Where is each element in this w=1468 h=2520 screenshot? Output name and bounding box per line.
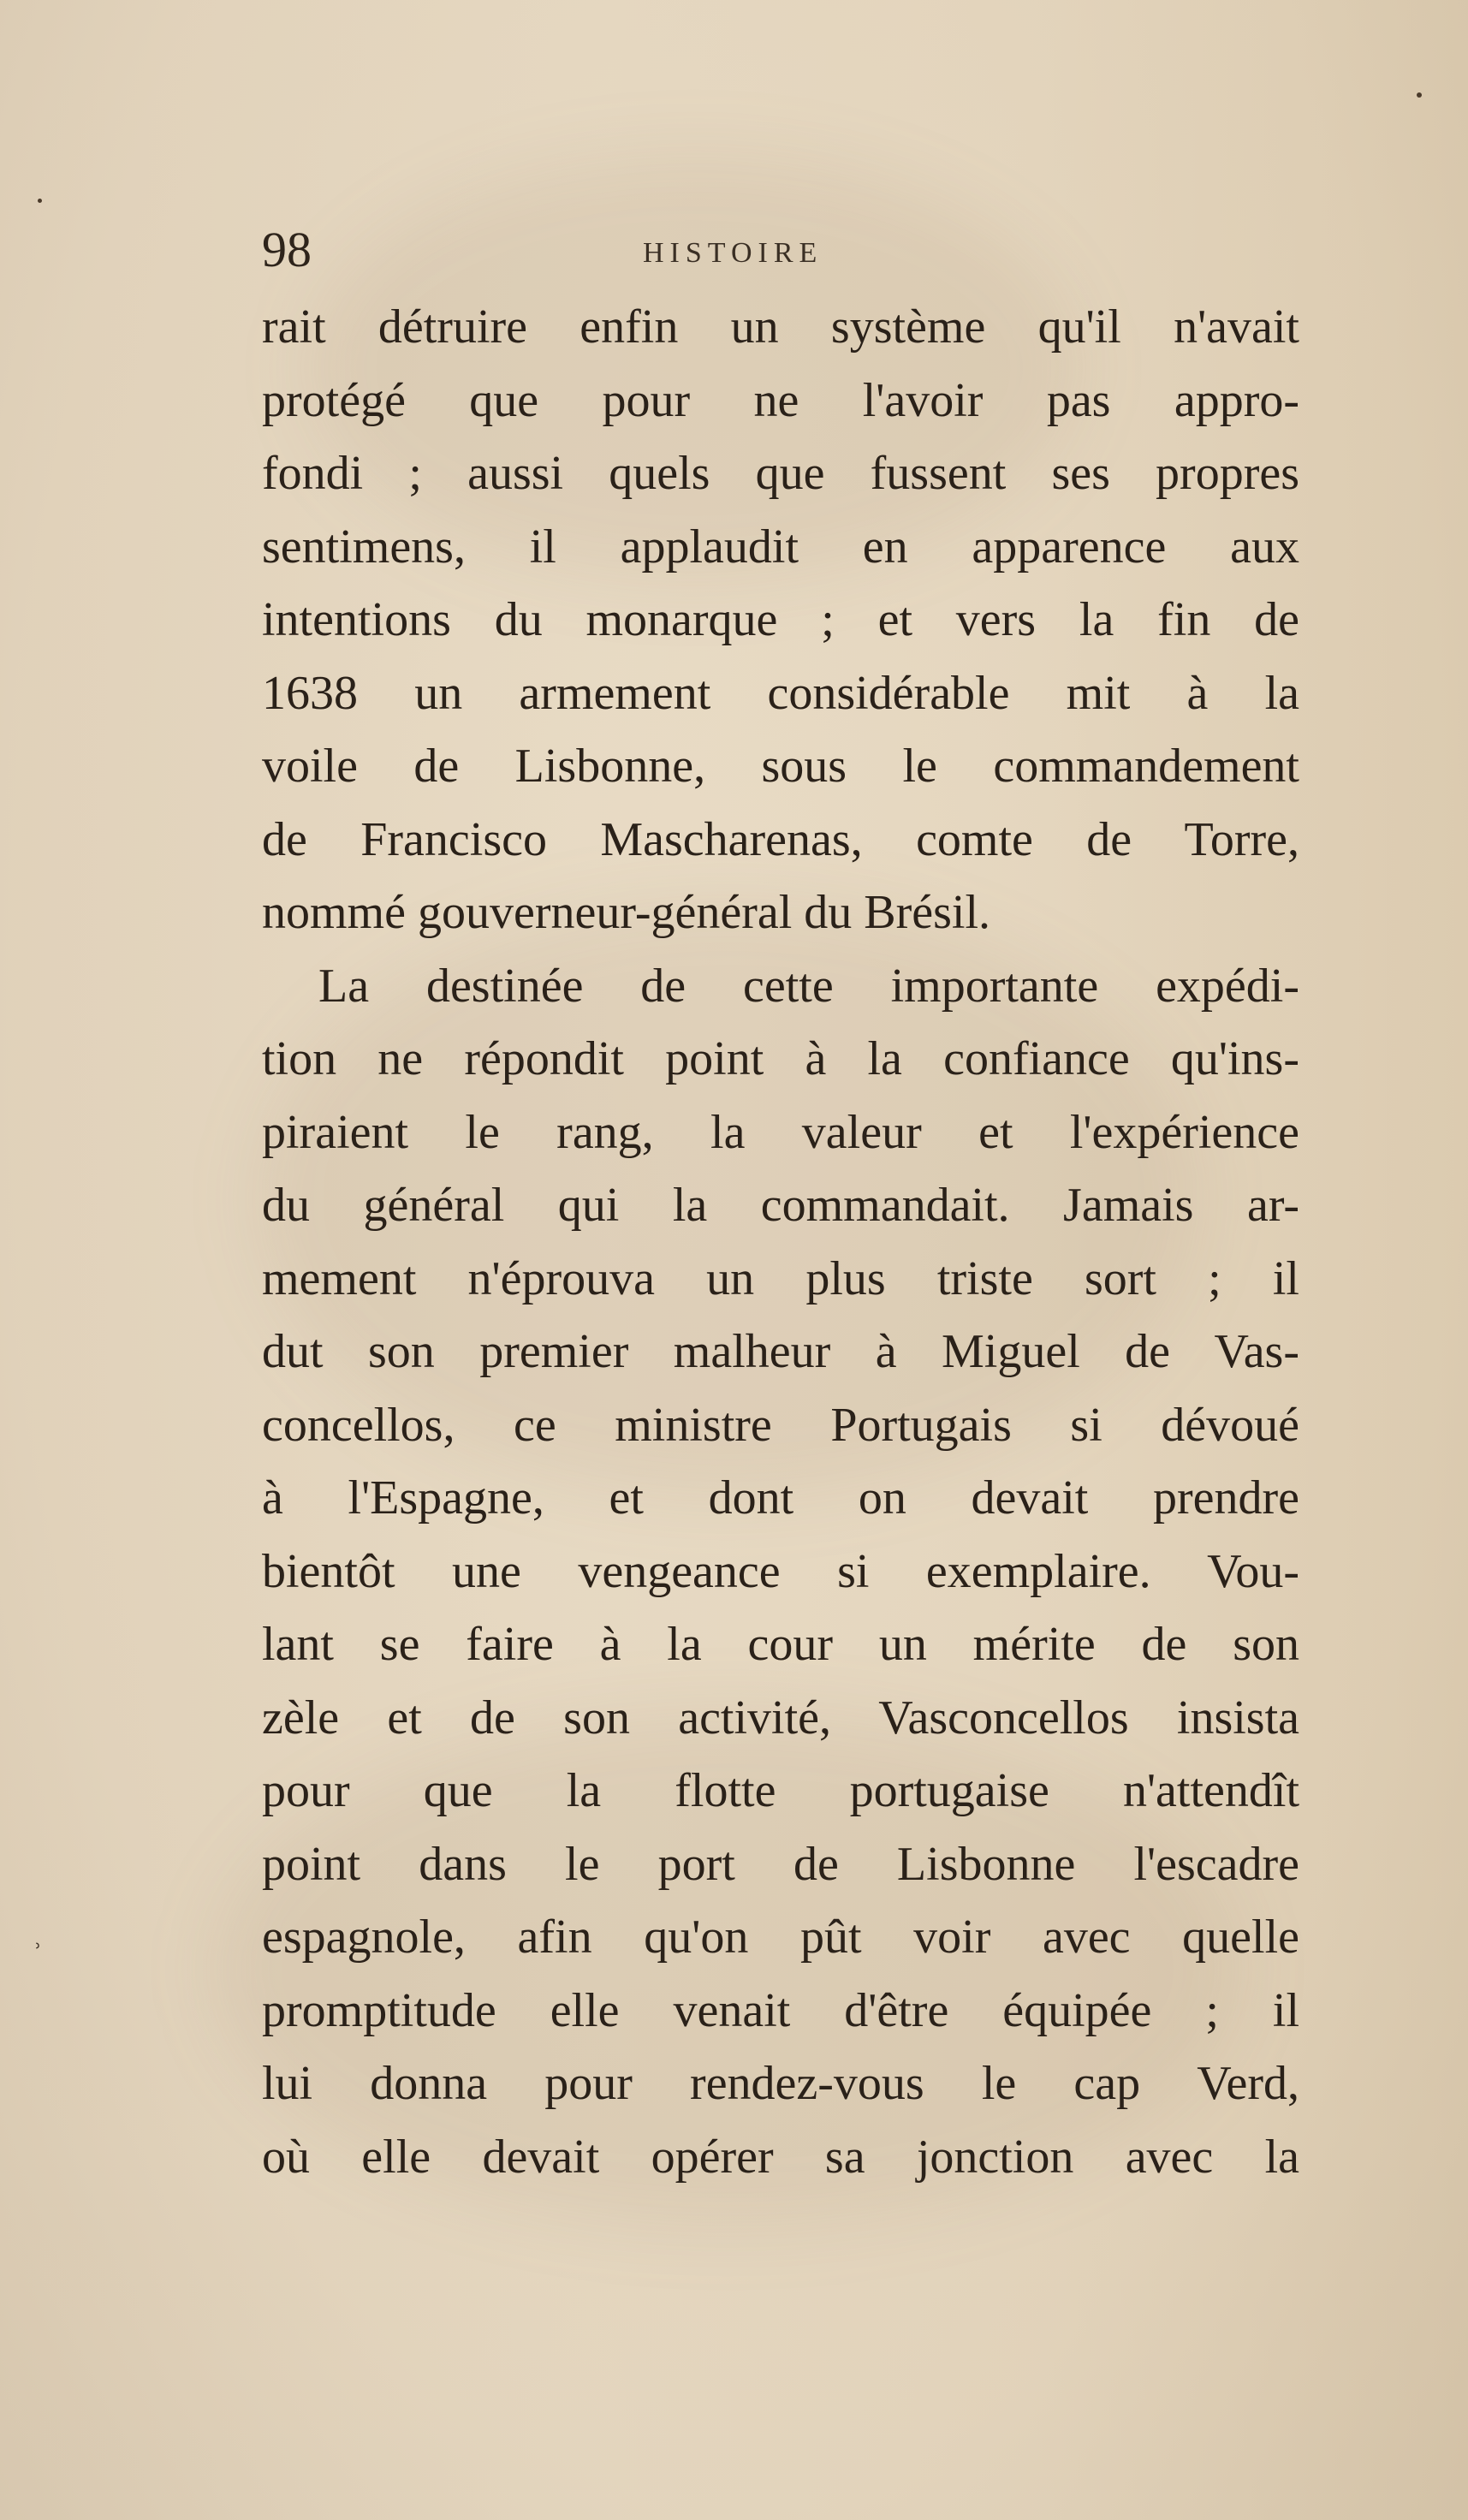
paragraph-start-line: La destinée de cette importante expédi- — [318, 959, 1299, 1013]
text-line: promptitude elle venait d'être équipée ; il — [262, 1983, 1299, 2037]
ink-speck — [1417, 92, 1422, 98]
text-line: dut son premier malheur à Miguel de Vas- — [262, 1325, 1299, 1378]
text-line: zèle et de son activité, Vasconcellos insista — [262, 1691, 1299, 1744]
text-line: piraient le rang, la valeur et l'expérience — [262, 1105, 1299, 1159]
margin-tick-mark: ˒ — [33, 1923, 43, 1957]
ink-speck — [38, 199, 42, 203]
text-line: mement n'éprouva un plus triste sort ; il — [262, 1251, 1299, 1305]
text-line: rait détruire enfin un système qu'il n'avait — [262, 300, 1299, 354]
page-number: 98 — [262, 222, 312, 277]
text-line: à l'Espagne, et dont on devait prendre — [262, 1471, 1299, 1524]
text-line: pour que la flotte portugaise n'attendît — [262, 1764, 1299, 1817]
text-line: du général qui la commandait. Jamais ar- — [262, 1179, 1299, 1232]
text-line: 1638 un armement considérable mit à la — [262, 666, 1299, 720]
text-line: où elle devait opérer sa jonction avec la — [262, 2130, 1299, 2184]
text-line: espagnole, afin qu'on pût voir avec quelle — [262, 1911, 1299, 1964]
text-line: point dans le port de Lisbonne l'escadre — [262, 1837, 1299, 1891]
text-line: lui donna pour rendez-vous le cap Verd, — [262, 2057, 1299, 2110]
body-text — [262, 291, 1299, 2194]
running-head: HISTOIRE — [643, 237, 823, 269]
text-line: tion ne répondit point à la confiance qu'ins- — [262, 1032, 1299, 1085]
text-line: bientôt une vengeance si exemplaire. Vou- — [262, 1544, 1299, 1598]
text-line: nommé gouverneur-général du Brésil. — [262, 886, 991, 939]
text-line: fondi ; aussi quels que fussent ses propres — [262, 447, 1299, 500]
text-line: sentimens, il applaudit en apparence aux — [262, 520, 1299, 574]
text-line: protégé que pour ne l'avoir pas appro- — [262, 373, 1299, 427]
text-line: lant se faire à la cour un mérite de son — [262, 1618, 1299, 1671]
page-header — [262, 224, 1299, 276]
text-line: voile de Lisbonne, sous le commandement — [262, 740, 1299, 793]
text-line: de Francisco Mascharenas, comte de Torre, — [262, 812, 1299, 866]
text-line: concellos, ce ministre Portugais si dévoué — [262, 1398, 1299, 1452]
text-line: intentions du monarque ; et vers la fin de — [262, 593, 1299, 646]
